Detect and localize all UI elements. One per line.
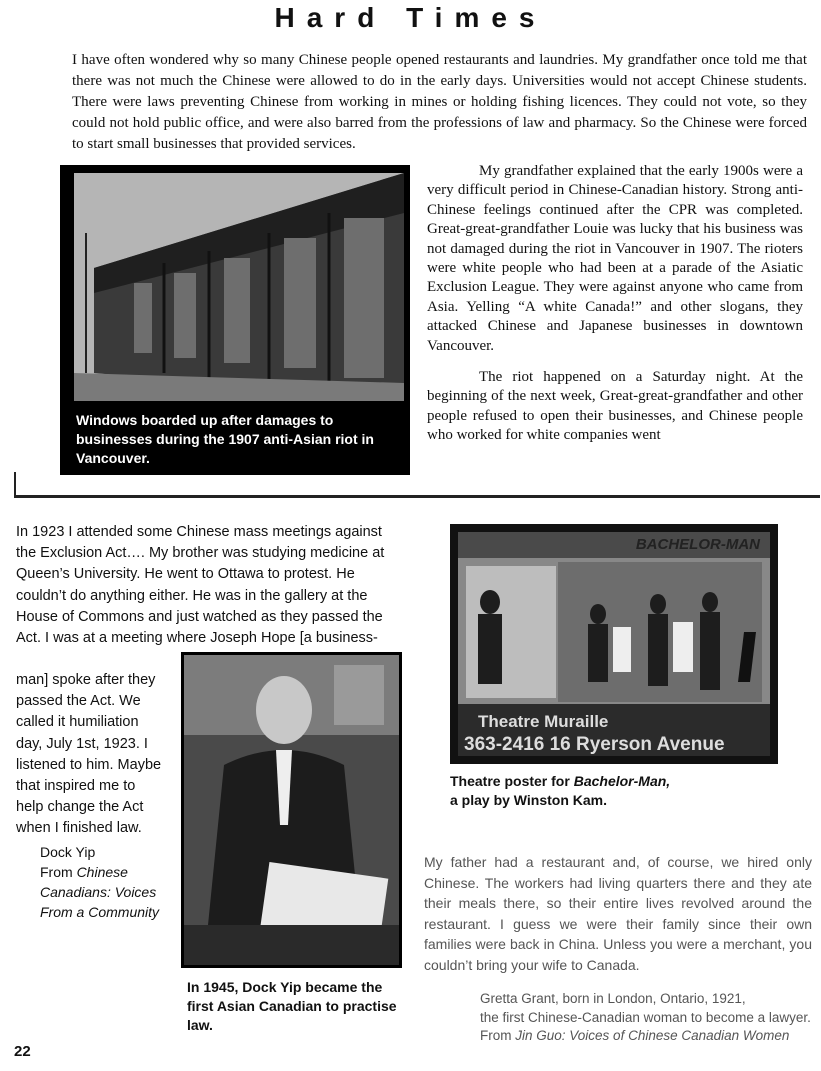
poster-address: 363-2416 16 Ryerson Avenue: [464, 734, 725, 755]
riot-photo-caption: Windows boarded up after damages to businesses during the 1907 anti-Asian riot in Vancouver.: [76, 412, 374, 466]
dock-yip-quote-bottom: man] spoke after they passed the Act. We called it humiliation day, July 1st, 1923. I listened to him. Maybe that inspired me to help change the Act when I finished law.: [16, 672, 162, 837]
dock-yip-photo-figure: [181, 652, 402, 968]
dock-yip-attribution: [40, 842, 180, 922]
poster-caption: [450, 772, 780, 810]
attribution-line-1: Gretta Grant, born in London, Ontario, 1921,: [480, 991, 746, 1006]
attribution-name: Dock Yip: [40, 844, 96, 860]
poster-caption-prefix: Theatre poster for: [450, 773, 574, 789]
poster-venue: Theatre Muraille: [478, 712, 609, 731]
history-paragraph-1: My grandfather explained that the early 1900s were a very difficult period in Chinese-Canadian history. Strong anti-Chinese feelings continued after the CPR was completed. Great-great-grandfather Louie was lucky that his business was not damaged during the riot in Vancouver in 1907. The rioters were white people who had been at a parade of the Asiatic Exclusion League. They were against anyone who came from Asia. Yelling “A white Canada!” and other slogans, they attacked Chinese and Japanese businesses in downtown Vancouver.: [427, 163, 803, 354]
attribution-from: From: [40, 864, 73, 880]
riot-storefront-photo: [74, 173, 404, 401]
history-column: [427, 162, 803, 458]
section-divider: [14, 495, 820, 498]
dock-yip-photo-caption: In 1945, Dock Yip became the first Asian Canadian to practise law.: [187, 979, 397, 1033]
bachelor-man-poster: [450, 524, 778, 764]
section-border-left: [14, 472, 16, 496]
poster-caption-title: Bachelor-Man,: [573, 773, 671, 789]
poster-image: [458, 532, 770, 756]
page-title: Hard Times: [274, 2, 547, 33]
gretta-grant-attribution: [480, 990, 820, 1046]
riot-photo-figure: [60, 165, 410, 475]
poster-caption-suffix: a play by Winston Kam.: [450, 792, 608, 808]
attribution-line-2: the first Chinese-Canadian woman to become a lawyer.: [480, 1009, 811, 1025]
attribution-from: From: [480, 1028, 512, 1043]
gretta-grant-quote: My father had a restaurant and, of course, we hired only Chinese. The workers had living quarters there and they ate their meals there, so their entire lives revolved around the restaurant. I guess we were their family since their own families were back in China. Unless you were a merchant, you couldn’t bring your wife to Canada.: [424, 854, 812, 973]
page-number: 22: [14, 1043, 31, 1060]
poster-title: BACHELOR-MAN: [635, 536, 760, 553]
attribution-source: Jin Guo: Voices of Chinese Canadian Women: [515, 1028, 790, 1043]
dock-yip-photo: [184, 655, 399, 965]
attribution-source: Chinese Canadians: Voices From a Community: [40, 864, 160, 920]
intro-paragraph: I have often wondered why so many Chinese people opened restaurants and laundries. My grandfather once told me that there was not much the Chinese were allowed to do in the early days. Universities would not accept Chinese students. There were laws preventing Chinese from working in mines or holding fishing licences. They could not vote, so they could not hold public office, and were also barred from the professions of law and pharmacy. So the Chinese were forced to start small businesses that provided services.: [72, 52, 807, 152]
dock-yip-quote-top: In 1923 I attended some Chinese mass meetings against the Exclusion Act…. My brother was studying medicine at Queen’s University. He went to Ottawa to protest. He couldn’t do anything either. He was in the gallery at the House of Commons and just watched as they passed the Act. I was at a meeting where Joseph Hope [a business-: [16, 524, 385, 647]
history-paragraph-2: The riot happened on a Saturday night. At the beginning of the next week, Great-great-grandfather and other people refused to open their businesses, and Chinese people who worked for white companies went: [427, 369, 803, 444]
